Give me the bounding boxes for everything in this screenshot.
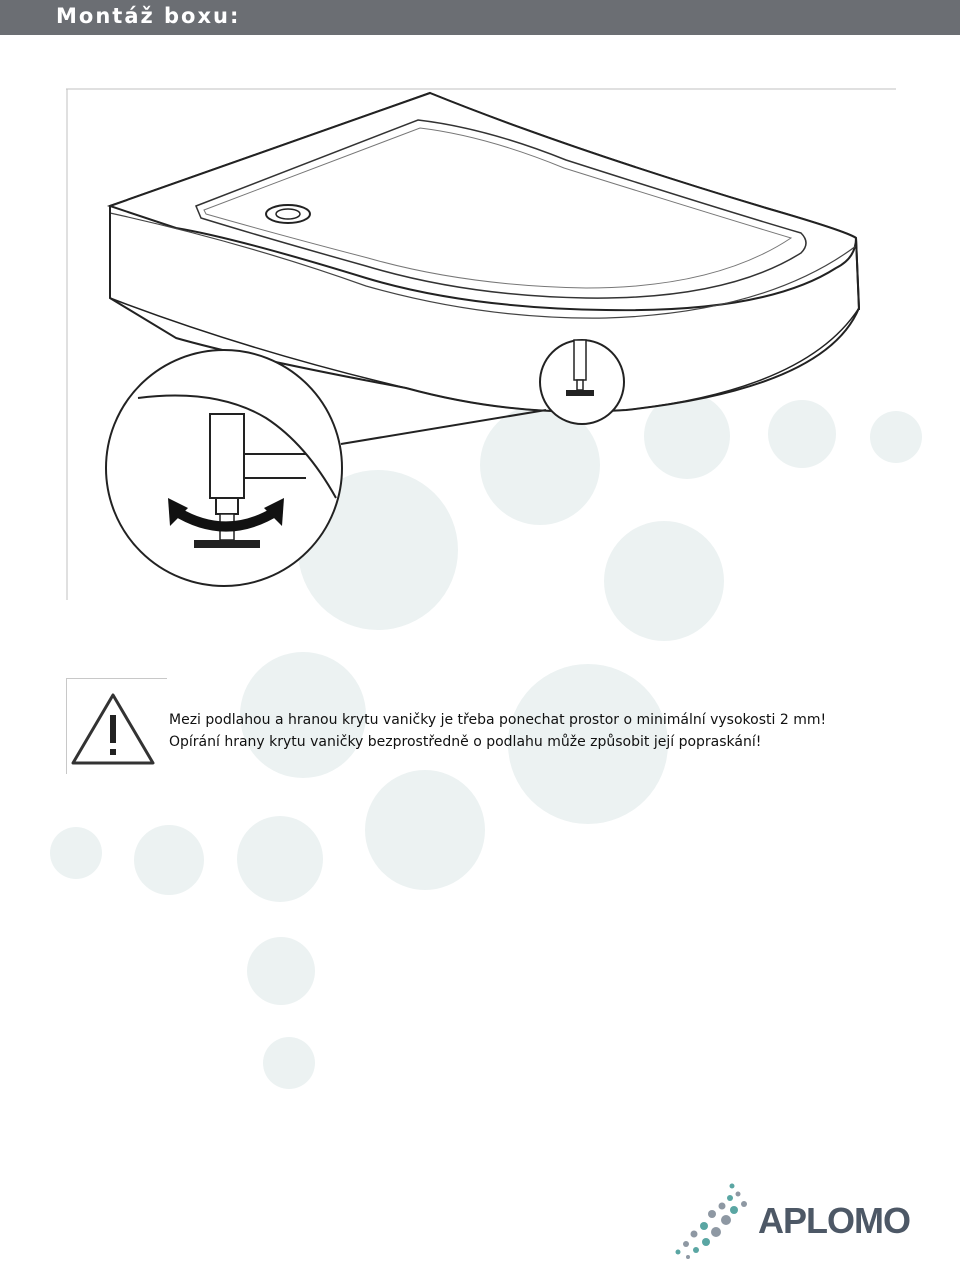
bubble <box>365 770 485 890</box>
warning-box <box>66 678 167 774</box>
bubble <box>134 825 204 895</box>
warning-line-1: Mezi podlahou a hranou krytu vaničky je třeba ponechat prostor o minimální vysokosti 2 mm! <box>169 712 827 728</box>
bubble <box>50 827 102 879</box>
warning-line-2: Opírání hrany krytu vaničky bezprostředně o podlahu může způsobit její popraskání! <box>169 734 762 750</box>
page-title: Montáž boxu: <box>56 4 241 28</box>
brand-wordmark: APLOMO <box>758 1200 910 1241</box>
logo-dots-icon <box>668 1180 760 1260</box>
shower-tray-figure <box>66 88 896 600</box>
brand-logo <box>668 1180 928 1260</box>
warning-text <box>169 709 939 753</box>
bubble <box>237 816 323 902</box>
bubble <box>247 937 315 1005</box>
warning-triangle-icon <box>71 691 155 767</box>
bubble <box>263 1037 315 1089</box>
shower-tray-icon <box>66 88 896 600</box>
